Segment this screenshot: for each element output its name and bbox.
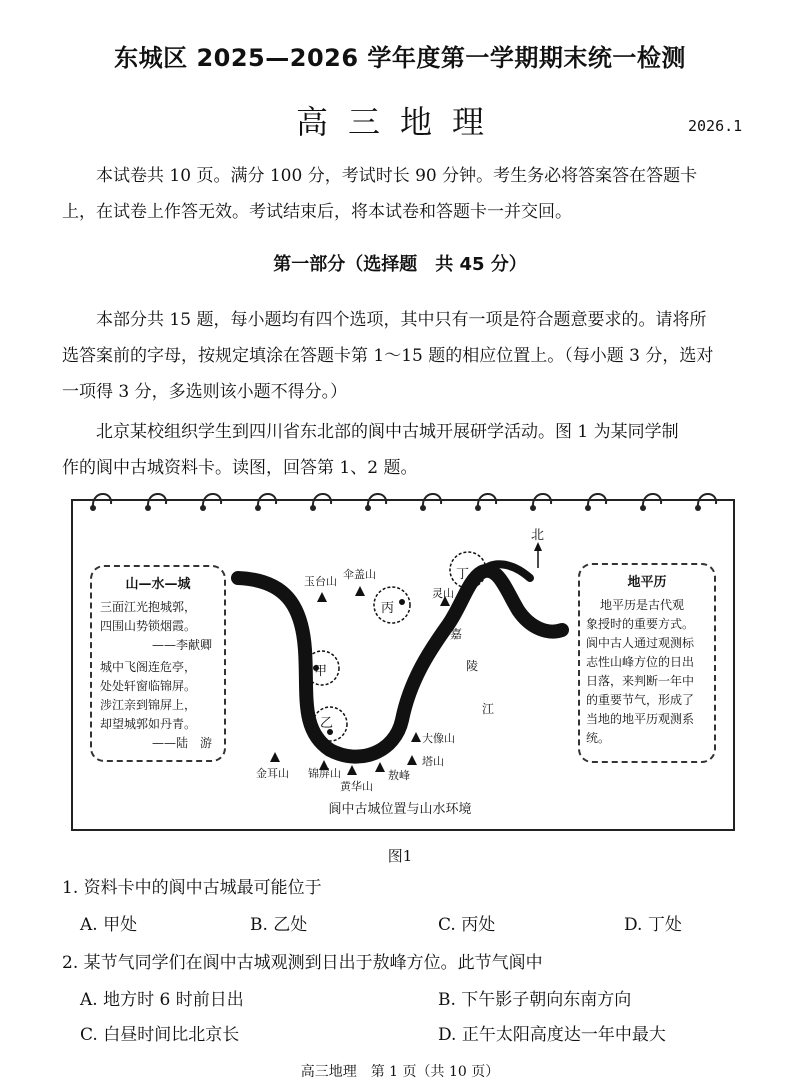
poem2-line-4: 却望城郭如丹青。	[100, 717, 197, 731]
poem2-author: ——陆 游	[151, 736, 212, 750]
map-drawing	[230, 510, 570, 795]
q2-option-c[interactable]: C. 白昼时间比北京长	[80, 1025, 240, 1045]
river-char-3: 江	[482, 702, 495, 716]
label-jinping: 锦屏山	[308, 767, 341, 780]
poem1-author: ——李献卿	[151, 638, 212, 652]
exam-subject: 高三地理	[295, 103, 504, 141]
mountain-sangai	[355, 586, 365, 596]
card-right-line-6: 的重要节气，形成了	[586, 693, 695, 707]
label-sangai: 伞盖山	[343, 568, 376, 581]
label-lingshan: 灵山	[432, 587, 454, 600]
instruction-line-3: 一项得 3 分，多选则该小题不得分。）	[62, 382, 348, 402]
label-dafo: 大像山	[422, 732, 455, 745]
card-right-line-4: 志性山峰方位的日出	[586, 655, 695, 669]
q2-option-d[interactable]: D. 正午太阳高度达一年中最大	[438, 1025, 666, 1045]
poem2-line-2: 处处轩窗临锦屏。	[100, 679, 197, 693]
card-right-line-3: 阆中古人通过观测标	[586, 636, 695, 650]
label-site-bing: 丙	[381, 601, 395, 616]
intro-line-2: 上，在试卷上作答无效。考试结束后，将本试卷和答题卡一并交回。	[62, 202, 572, 222]
q1-option-d[interactable]: D. 丁处	[624, 915, 682, 935]
mountain-jiner	[270, 752, 280, 762]
label-yutai: 玉台山	[304, 575, 337, 588]
instruction-line-2: 选答案前的字母，按规定填涂在答题卡第 1～15 题的相应位置上。（每小题 3 分，选对	[62, 346, 714, 366]
mountain-dafo	[411, 732, 421, 742]
poem1-line-2: 四围山势锁烟霞。	[100, 619, 197, 633]
figure-label: 图1	[387, 847, 413, 865]
label-site-jia: 甲	[314, 664, 328, 679]
map-caption: 阆中古城位置与山水环境	[328, 802, 472, 817]
card-right-line-1: 地平历是古代观	[600, 598, 685, 612]
context-line-1: 北京某校组织学生到四川省东北部的阆中古城开展研学活动。图 1 为某同学制	[96, 422, 679, 442]
site-dot-bing	[399, 599, 405, 605]
card-left-title: 山—水—城	[125, 577, 191, 592]
north-label: 北	[531, 528, 545, 543]
q2-option-b[interactable]: B. 下午影子朝向东南方向	[438, 990, 632, 1010]
question-1-stem: 1. 资料卡中的阆中古城最可能位于	[62, 878, 322, 898]
label-jiner: 金耳山	[256, 767, 289, 780]
card-right-title: 地平历	[627, 575, 667, 590]
card-diping-li	[578, 563, 716, 763]
poem1-line-1: 三面江光抱城郭，	[100, 600, 197, 614]
mountain-tashan	[407, 755, 417, 765]
q2-option-a[interactable]: A. 地方时 6 时前日出	[80, 990, 244, 1010]
mountain-huanghua	[347, 765, 357, 775]
instruction-line-1: 本部分共 15 题，每小题均有四个选项，其中只有一项是符合题意要求的。请将所	[96, 310, 707, 330]
card-right-line-2: 象授时的重要方式。	[586, 617, 695, 631]
q1-option-b[interactable]: B. 乙处	[250, 915, 308, 935]
label-site-ding: 丁	[456, 567, 470, 582]
poem2-line-3: 涉江亲到锦屏上，	[100, 698, 197, 712]
question-2-stem: 2. 某节气同学们在阆中古城观测到日出于敖峰方位。此节气阆中	[62, 953, 543, 973]
card-shan-shui-cheng	[90, 565, 226, 762]
card-right-line-5: 日落，来判断一年中	[586, 674, 695, 688]
card-right-line-8: 统。	[586, 731, 611, 745]
river-char-2: 陵	[466, 659, 479, 673]
q1-option-a[interactable]: A. 甲处	[80, 915, 138, 935]
river-char-1: 嘉	[450, 627, 463, 641]
label-tashan: 塔山	[422, 755, 444, 768]
mountain-yutai	[317, 592, 327, 602]
north-arrowhead	[534, 542, 542, 551]
label-aofeng: 敖峰	[388, 769, 410, 782]
card-right-line-7: 当地的地平历观测系	[586, 712, 695, 726]
page-footer: 高三地理 第 1 页（共 10 页）	[300, 1064, 500, 1080]
exam-title: 东城区 2025—2026 学年度第一学期期末统一检测	[114, 44, 686, 72]
intro-line-1: 本试卷共 10 页。满分 100 分，考试时长 90 分钟。考生务必将答案答在答题卡	[96, 166, 698, 186]
q1-option-c[interactable]: C. 丙处	[438, 915, 496, 935]
context-line-2: 作的阆中古城资料卡。读图，回答第 1、2 题。	[62, 458, 418, 478]
poem2-line-1: 城中飞阁连危亭，	[100, 660, 197, 674]
section-heading: 第一部分（选择题 共 45 分）	[273, 254, 527, 275]
jialing-river	[238, 571, 562, 757]
label-site-yi: 乙	[320, 716, 334, 731]
mountain-aofeng	[375, 762, 385, 772]
label-huanghua: 黄华山	[340, 780, 373, 793]
exam-date: 2026.1	[688, 117, 743, 135]
